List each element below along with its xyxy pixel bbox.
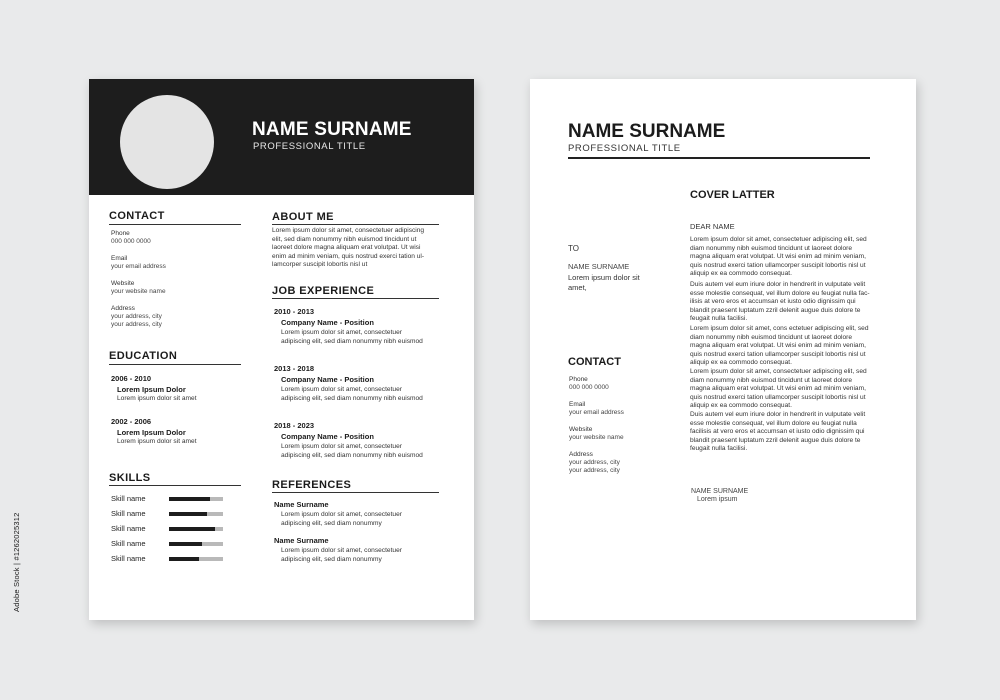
- skill-bar-fill: [169, 527, 215, 531]
- resume-name: NAME SURNAME: [252, 119, 412, 140]
- skill-name: Skill name: [111, 524, 146, 533]
- reference-description: Lorem ipsum dolor sit amet, consectetuer adipiscing elit, sed diam nonummy: [281, 511, 402, 527]
- skills-divider: [109, 485, 241, 486]
- resume-professional-title: PROFESSIONAL TITLE: [253, 141, 366, 152]
- skill-bar: [169, 512, 223, 516]
- cover-contact-phone-label: Phone: [569, 376, 588, 383]
- cover-contact-phone-value: 000 000 0000: [569, 384, 609, 391]
- profile-photo-placeholder: [120, 95, 214, 189]
- job-description: Lorem ipsum dolor sit amet, consectetuer adipiscing elit, sed diam nonummy nibh euismod: [281, 329, 423, 345]
- job-years: 2018 - 2023: [274, 421, 315, 430]
- skill-bar: [169, 527, 223, 531]
- cover-letter-heading: COVER LATTER: [690, 189, 775, 201]
- stock-watermark-id: Adobe Stock | #1262025312: [12, 512, 21, 612]
- contact-phone-value: 000 000 0000: [111, 238, 151, 245]
- cover-professional-title: PROFESSIONAL TITLE: [568, 143, 681, 154]
- cover-name: NAME SURNAME: [568, 121, 726, 142]
- resume-page: [89, 79, 474, 620]
- skill-bar-fill: [169, 512, 207, 516]
- education-school: Lorem Ipsum Dolor: [117, 385, 186, 394]
- cover-contact-email-label: Email: [569, 401, 586, 408]
- skill-name: Skill name: [111, 494, 146, 503]
- job-role: Company Name - Position: [281, 318, 374, 327]
- contact-address-value-2: your address, city: [111, 321, 162, 328]
- to-label: TO: [568, 244, 579, 253]
- references-divider: [272, 492, 439, 493]
- signature-name: NAME SURNAME: [691, 488, 749, 495]
- education-school: Lorem Ipsum Dolor: [117, 428, 186, 437]
- cover-contact-address-value: your address, city: [569, 459, 620, 466]
- cover-contact-address-label: Address: [569, 451, 593, 458]
- skill-name: Skill name: [111, 539, 146, 548]
- letter-paragraph-2: Duis autem vel eum iriure dolor in hendrerit in vulputate velit esse molestie consequat, vel illum dolore eu feugiat nulla fac- ilisis at vero eros et accumsan et iusto odio dignissim qui blandit praesent luptatum zzril delenit augue duis dolore te feugait nulla facilisi.: [690, 281, 870, 323]
- education-divider: [109, 364, 241, 365]
- about-text: Lorem ipsum dolor sit amet, consectetuer adipiscing elit, sed diam nonummy nibh euismod tincidunt ut laoreet dolore magna aliquam erat volutpat. Ut wisi enim ad minim veniam, quis nostrud exerci tation ul- lamcorper suscipit lobortis nisl ut: [272, 227, 425, 269]
- job-experience-divider: [272, 298, 439, 299]
- recipient-name: NAME SURNAME: [568, 262, 630, 271]
- contact-email-label: Email: [111, 255, 128, 262]
- contact-address-value: your address, city: [111, 313, 162, 320]
- cover-letter-page: [530, 79, 916, 620]
- job-experience-heading: JOB EXPERIENCE: [272, 285, 375, 297]
- skill-bar: [169, 497, 223, 501]
- education-years: 2006 - 2010: [111, 374, 152, 383]
- reference-name: Name Surname: [274, 536, 329, 545]
- cover-contact-website-value: your website name: [569, 434, 624, 441]
- reference-description: Lorem ipsum dolor sit amet, consectetuer adipiscing elit, sed diam nonummy: [281, 547, 402, 563]
- job-description: Lorem ipsum dolor sit amet, consectetuer adipiscing elit, sed diam nonummy nibh euismod: [281, 443, 423, 459]
- contact-email-value: your email address: [111, 263, 166, 270]
- skill-bar: [169, 557, 223, 561]
- letter-paragraph-1: Lorem ipsum dolor sit amet, consectetuer adipiscing elit, sed diam nonummy nibh euismod tincidunt ut laoreet dolore magna aliquam erat volutpat. Ut wisi enim ad minim veniam, quis nostrud exerci tation ullamcorper suscipit lobortis nisl ut aliquip ex ea commodo consequat.: [690, 236, 867, 278]
- education-description: Lorem ipsum dolor sit amet: [117, 438, 197, 445]
- contact-website-value: your website name: [111, 288, 166, 295]
- greeting: DEAR NAME: [690, 222, 735, 231]
- education-description: Lorem ipsum dolor sit amet: [117, 395, 197, 402]
- contact-heading: CONTACT: [109, 210, 165, 222]
- reference-name: Name Surname: [274, 500, 329, 509]
- letter-paragraph-3: Lorem ipsum dolor sit amet, cons ectetuer adipiscing elit, sed diam nonummy nibh euismod tincidunt ut laoreet dolore magna aliquam erat volutpat. Ut wisi enim ad minim veniam, quis nostrud exerci tation ullamcorper suscipit lobortis nisl ut aliquip ex ea commodo consequat. Lorem ipsum dolor sit amet, consectetuer adipiscing elit, sed diam nonummy nibh euismod tincidunt ut laoreet dolore magna aliquam erat volutpat. Ut wisi enim ad minim veniam, quis nostrud exerci tation ullamcorper suscipit lobortis nisl ut aliquip ex ea commodo consequat. Duis autem vel eum iriure dolor in hendrerit in vulputate velit esse molestie consequat, vel illum dolore eu feugiat nulla facilisis at vero eros et accumsan et iusto odio dignissim qui blandit praesent luptatum zzril delenit augue duis dolore te feugait nulla facilisi.: [690, 325, 869, 453]
- cover-contact-address-value-2: your address, city: [569, 467, 620, 474]
- contact-divider: [109, 224, 241, 225]
- skill-name: Skill name: [111, 509, 146, 518]
- skills-heading: SKILLS: [109, 472, 151, 484]
- job-years: 2013 - 2018: [274, 364, 315, 373]
- signature-subtitle: Lorem ipsum: [697, 496, 738, 503]
- skill-bar-fill: [169, 542, 202, 546]
- education-heading: EDUCATION: [109, 350, 178, 362]
- cover-header-rule: [568, 157, 870, 159]
- skill-bar-fill: [169, 557, 199, 561]
- contact-phone-label: Phone: [111, 230, 130, 237]
- cover-contact-heading: CONTACT: [568, 356, 621, 368]
- about-divider: [272, 224, 439, 225]
- recipient-address: Lorem ipsum dolor sit amet,: [568, 273, 640, 292]
- job-role: Company Name - Position: [281, 375, 374, 384]
- skill-bar-fill: [169, 497, 210, 501]
- job-description: Lorem ipsum dolor sit amet, consectetuer adipiscing elit, sed diam nonummy nibh euismod: [281, 386, 423, 402]
- job-role: Company Name - Position: [281, 432, 374, 441]
- resume-header-band: [89, 79, 474, 195]
- skill-bar: [169, 542, 223, 546]
- skill-name: Skill name: [111, 554, 146, 563]
- about-heading: ABOUT ME: [272, 211, 334, 223]
- contact-website-label: Website: [111, 280, 135, 287]
- job-years: 2010 - 2013: [274, 307, 315, 316]
- contact-address-label: Address: [111, 305, 135, 312]
- references-heading: REFERENCES: [272, 479, 352, 491]
- cover-contact-website-label: Website: [569, 426, 593, 433]
- education-years: 2002 - 2006: [111, 417, 152, 426]
- cover-contact-email-value: your email address: [569, 409, 624, 416]
